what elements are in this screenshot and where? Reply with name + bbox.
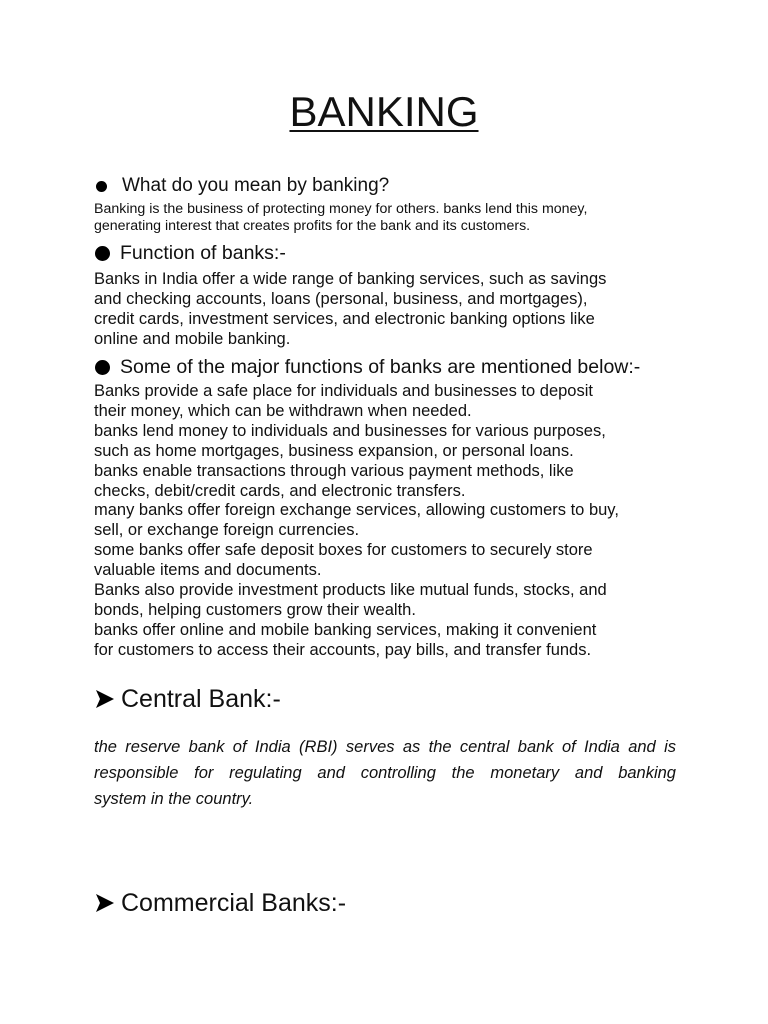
heading-text: Some of the major functions of banks are mentioned below:-: [120, 356, 641, 378]
bullet-icon: [95, 246, 110, 261]
paragraph-line: some banks offer safe deposit boxes for customers to securely store: [94, 541, 593, 560]
bullet-icon: [96, 181, 107, 192]
paragraph-line: Banks provide a safe place for individuals and businesses to deposit: [94, 382, 593, 400]
paragraph-line: banks lend money to individuals and businesses for various purposes,: [94, 421, 606, 440]
paragraph-line: credit cards, investment services, and electronic banking options like: [94, 310, 595, 328]
arrowhead-icon: [94, 892, 116, 914]
heading-text: What do you mean by banking?: [122, 175, 390, 196]
paragraph-line: responsible for regulating and controlling the monetary and banking: [94, 764, 676, 782]
paragraph-line: system in the country.: [94, 790, 254, 808]
paragraph-line: many banks offer foreign exchange services, allowing customers to buy,: [94, 501, 619, 520]
heading-text: Central Bank:-: [121, 685, 281, 713]
arrowhead-icon: [94, 688, 116, 710]
paragraph-line: and checking accounts, loans (personal, business, and mortgages),: [94, 290, 588, 308]
heading-major-functions: [94, 354, 640, 380]
bullet-icon: [95, 360, 110, 375]
heading-central-bank: [94, 684, 281, 714]
heading-function-of-banks: [94, 240, 286, 266]
paragraph-line: such as home mortgages, business expansion, or personal loans.: [94, 441, 574, 460]
paragraph-central-bank: [94, 734, 676, 812]
paragraph-line: Banks in India offer a wide range of banking services, such as savings: [94, 270, 607, 288]
paragraph-line: online and mobile banking.: [94, 330, 291, 348]
paragraph-function-of-banks: [94, 269, 606, 349]
paragraph-line: for customers to access their accounts, pay bills, and transfer funds.: [94, 640, 592, 659]
paragraph-line: generating interest that creates profits for the bank and its customers.: [94, 218, 531, 234]
paragraph-line: banks offer online and mobile banking services, making it convenient: [94, 620, 597, 639]
paragraph-line: their money, which can be withdrawn when needed.: [94, 401, 472, 420]
paragraph-line: the reserve bank of India (RBI) serves as the central bank of India and is: [94, 738, 676, 756]
heading-text: Commercial Banks:-: [121, 889, 347, 917]
paragraph-major-functions: [94, 382, 619, 661]
paragraph-line: sell, or exchange foreign currencies.: [94, 521, 360, 540]
paragraph-line: Banks also provide investment products like mutual funds, stocks, and: [94, 581, 607, 600]
paragraph-line: Banking is the business of protecting money for others. banks lend this money,: [94, 201, 588, 217]
paragraph-line: valuable items and documents.: [94, 561, 322, 580]
heading-what-is-banking: [94, 173, 389, 199]
paragraph-line: bonds, helping customers grow their wealth.: [94, 600, 416, 619]
heading-commercial-banks: [94, 888, 346, 918]
heading-text: Function of banks:-: [120, 242, 286, 264]
paragraph-line: banks enable transactions through various payment methods, like: [94, 461, 574, 480]
page-title: BANKING: [289, 88, 479, 135]
paragraph-line: checks, debit/credit cards, and electronic transfers.: [94, 481, 466, 500]
paragraph-what-is-banking: [94, 201, 587, 235]
